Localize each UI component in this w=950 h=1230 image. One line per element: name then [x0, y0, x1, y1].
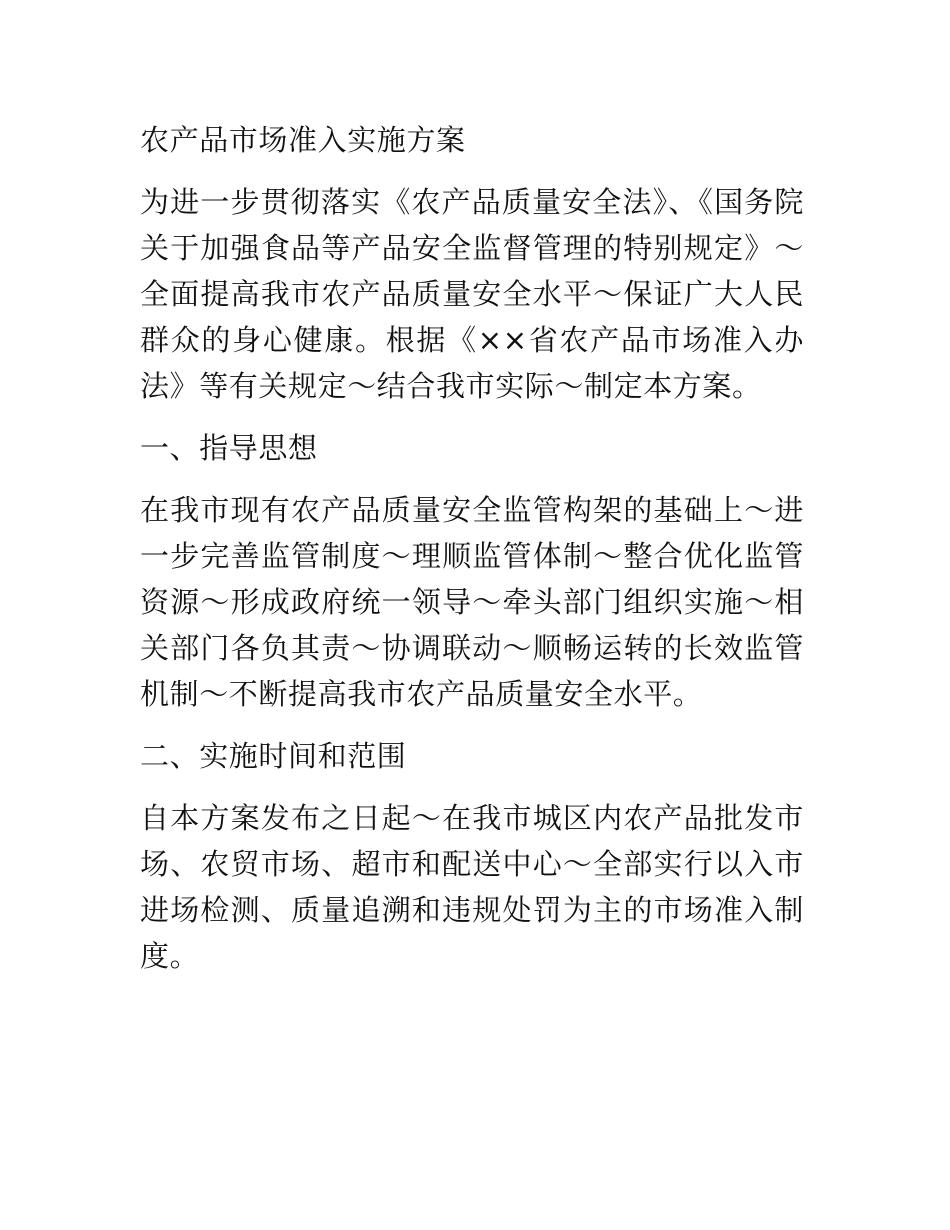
section-heading: 二、实施时间和范围 — [140, 739, 407, 773]
intro-paragraph: 为进一步贯彻落实《农产品质量安全法》、《国务院关于加强食品等产品安全监督管理的特别规定》～全面提高我市农产品质量安全水平～保证广大人民群众的身心健康。根据《××省农产品市场准入办法》等有关规定～结合我市实际～制定本方案。 — [140, 185, 804, 403]
section-heading: 一、指导思想 — [140, 431, 318, 465]
document-body — [140, 117, 804, 995]
section-paragraph: 在我市现有农产品质量安全监管构架的基础上～进一步完善监管制度～理顺监管体制～整合优化监管资源～形成政府统一领导～牵头部门组织实施～相关部门各负其责～协调联动～顺畅运转的长效监管机制～不断提高我市农产品质量安全水平。 — [140, 493, 804, 711]
section-time-and-scope — [140, 733, 804, 979]
section-paragraph: 自本方案发布之日起～在我市城区内农产品批发市场、农贸市场、超市和配送中心～全部实行以入市进场检测、质量追溯和违规处罚为主的市场准入制度。 — [140, 801, 804, 973]
document-title: 农产品市场准入实施方案 — [140, 123, 466, 157]
section-guiding-ideology — [140, 425, 804, 717]
